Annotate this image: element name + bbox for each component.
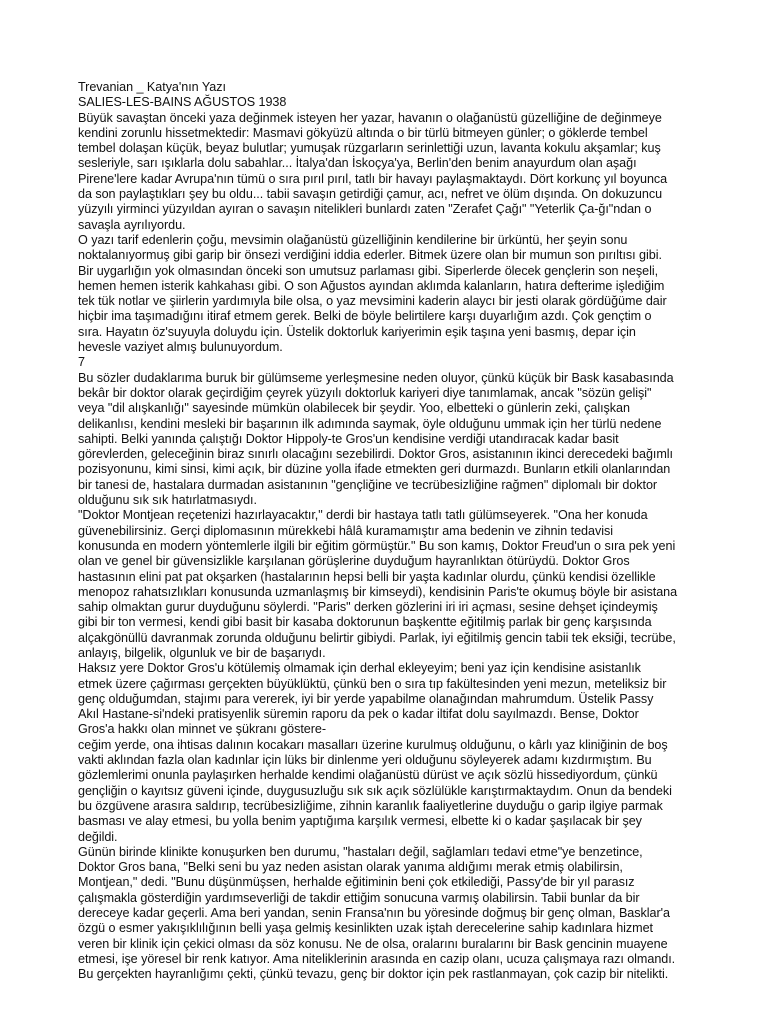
chapter-heading: SALIES-LES-BAINS AĞUSTOS 1938 (78, 95, 287, 110)
text-line: Pirene'lere kadar Avrupa'nın tümü o sıra pırıl pırıl, tatlı bir havayı paylaşmaktaydı. Dört korkunç yıl boyunca (78, 171, 668, 186)
text-line: delikanlısı, kendini mesleki bir başarının ilk adımında saymak, öyle olduğunu ummak için her türlü nedene (78, 416, 662, 431)
text-line: genç olduğumdan, stajımı para vererek, iyi bir yerde yapabilme olanağından mahrumdum. Üstelik Passy (78, 691, 654, 706)
text-line: Bir uygarlığın yok olmasından önceki son umutsuz parlaması gibi. Siperlerde ölecek gençlerin son neşeli, (78, 263, 659, 278)
text-line: özgü o esmer yakışıklılığının belli yaşa gelmiş kesinlikten uzak iştah derecelerine sahip kadınlara hizmet (78, 921, 653, 936)
text-line: O yazı tarif edenlerin çoğu, mevsimin olağanüstü güzelliğinin kendilerine bir ürküntü, her şeyin sonu (78, 232, 628, 247)
text-line: sesleriyle, sarı ışıklarla dolu sabahlar... İtalya'dan İskoçya'ya, Berlin'den benim anayurdum olan aşağı (78, 156, 637, 171)
document-title: Trevanian _ Katya'nın Yazı (78, 80, 226, 94)
text-line: Büyük savaştan önceki yaza değinmek isteyen her yazar, havanın o olağanüstü güzelliğine de değinmeye (78, 110, 662, 125)
text-line: etmesi, işe yöresel bir renk katıyor. Ama niteliklerinin arasında en cazip olanı, ucuza çalışmaya razı olmandı. (78, 951, 676, 966)
text-line: güvenebilirsiniz. Gerçi diplomasının mürekkebi hâlâ kuramamıştır ama bedenin ve zihnin tedavisi (78, 523, 613, 538)
text-line: vakti aklından fazla olan kadınlar için lüks bir dinlenme yeri olduğunu söyleyerek adamı kızdırmıştım. Bu (78, 753, 652, 768)
text-line: Bu gerçekten hayranlığımı çekti, çünkü tevazu, genç bir doktor için pek rastlanmayan, çok cazip bir nitelikti. (78, 967, 669, 982)
text-line: etmek üzere çağırması gerçekten büyüklüktü, çünkü ben o sıra tıp fakültesinden yeni mezun, meteliksiz bir (78, 676, 667, 691)
text-line: Gros'a hakkı olan minnet ve şükranı göstere- (78, 722, 327, 737)
text-line: Montjean," dedi. "Bunu düşünmüşsen, herhalde eğitiminin beni çok etkilediği, Passy'de bir yıl parasız (78, 875, 635, 890)
text-line: bir tanesi de, hastalara durmadan asistanının "gençliğine ve tecrübesizliğine rağmen" diplomalı bir doktor (78, 477, 658, 492)
text-line: hevesle vaziyet almış bulunuyordum. (78, 340, 283, 355)
text-line: bu özgüvene arasıra saldırıp, tecrübesizliğime, zihnin karanlık faaliyetlerine duyduğu o garip ilgiye parmak (78, 798, 663, 813)
text-line: gençliğin o kayıtsız güveni içinde, duygusuzluğu sık sık açık sözlülükle karıştırmaktaydım. Onun da bendeki (78, 783, 672, 798)
text-line: değildi. (78, 829, 118, 844)
text-line: görevlerden, geleceğinin biraz sınırlı olacağını sezebilirdi. Doktor Gros, asistanının ikinci derecedeki bağımlı (78, 447, 674, 462)
text-line: alçakgönüllü davranmak zorunda olduğunu belirtir gibiydi. Parlak, iyi eğitilmiş gencin tabii tek eksiği, tecrübe, (78, 630, 676, 645)
text-line: sahipti. Belki yanında çalıştığı Doktor Hippoly-te Gros'un kendisine verdiği utandıracak kadar basit (78, 431, 619, 446)
text-line: ceğim yerde, ona ihtisas dalının kocakarı masalları üzerine kurulmuş olduğunu, o kârlı yaz kliniğinin de boş (78, 737, 668, 752)
text-line: hiçbir ima taşımadığını itiraf etmem gerek. Belki de böyle belirtilere karşı duyarlığım azdı. Çok gençtim o (78, 309, 652, 324)
text-line: 7 (78, 355, 85, 370)
text-line: da son paylaştıkları şey bu oldu... tabii savaşın getirdiği çamur, acı, nefret ve ölüm dışında. On dokuzuncu (78, 187, 663, 202)
text-line: Doktor Gros bana, "Belki seni bu yaz neden asistan olarak yanıma aldığımı merak etmiş olabilirsin, (78, 860, 623, 875)
text-line: olduğunu sık sık hatırlatmasıydı. (78, 493, 257, 508)
text-line: yüzyılı yirminci yüzyıldan ayıran o savaşın nitelikleri bunlardı zaten "Zerafet Çağı" "Yeterlik Ça-ğı"ndan o (78, 202, 652, 217)
text-line: çalışmakla gösterdiğin yardımseverliği de takdir ettiğim sonucuna varmış olabilirsin. Tabii bunlar da bir (78, 890, 640, 905)
text-line: menopoz rahatsızlıkları konusunda uzmanlaşmış bir kimseydi), kendisinin Paris'te okumuş böyle bir asistana (78, 584, 678, 599)
text-line: anlayış, bilgelik, olgunluk ve bir de başarıydı. (78, 645, 326, 660)
text-line: hastasının elini pat pat okşarken (hastalarının hepsi belli bir yaşta kadınlar olurdu, çünkü kendisi özellikle (78, 569, 656, 584)
text-line: veya "dil alışkanlığı" sayesinde mümkün olabilecek bir şeydir. Yoo, elbetteki o günlerin zeki, çalışkan (78, 401, 630, 416)
text-line: veren bir klinik için çekici olması da söz konusu. Ne de olsa, oralarını buralarını bir Bask gencinin muayene (78, 936, 668, 951)
text-line: "Doktor Montjean reçetenizi hazırlayacaktır," derdi bir hastaya tatlı tatlı gülümseyerek. "Ona her konuda (78, 508, 648, 523)
text-line: kendini zorunlu hissetmektedir: Masmavi gökyüzü altında o bir türlü bitmeyen günler; o göklerde tembel (78, 125, 648, 140)
text-line: Bu sözler dudaklarıma buruk bir gülümseme yerleşmesine neden oluyor, çünkü küçük bir Bask kasabasında (78, 370, 674, 385)
text-line: gözlemlerimi onunla paylaşırken herhalde kendimi olağanüstü dürüst ve açık sözlü hissediyordum, çünkü (78, 768, 658, 783)
text-line: tembel dolaşan küçük, beyaz bulutlar; yumuşak rüzgarların serinlettiği uzun, lavanta kokulu akşamlar; kuş (78, 141, 661, 156)
text-line: sıra. Hayatın öz'suyuyla doluydu için. Üstelik doktorluk kariyerimin eşik taşına yeni basmış, depar için (78, 324, 636, 339)
text-line: pozisyonunu, kimi sinsi, kimi açık, bir düzine yolla ifade etmekten geri durmazdı. Bunların etkili olanlarından (78, 462, 671, 477)
text-line: dereceye kadar geçerli. Ama beri yandan, senin Fransa'nın bu yöresinde doğmuş bir genç olman, Basklar'a (78, 906, 670, 921)
text-line: olan ve genel bir güvensizlikle karşılanan görüşlerine duyduğum hayranlıktan ötürüydü. Doktor Gros (78, 554, 630, 569)
document-body (78, 80, 768, 983)
text-line: gibi bir ton vermesi, kendi gibi basit bir kasaba doktorunun başkentte eğitilmiş parlak bir genç karşısında (78, 615, 652, 630)
text-line: bekâr bir doktor olarak geçirdiğim çeyrek yüzyılı doktorluk kariyeri diye tanımlamak, ancak "sözün gelişi" (78, 385, 652, 400)
text-line: hemen hemen isterik kahkahası gibi. O son Ağustos ayından aklımda kalanların, hatıra defterime işlediğim (78, 278, 665, 293)
text-line: basması ve alay etmesi, bu yolla benim yaptığıma karşılık vermesi, elbette ki o kadar şaşılacak bir şey (78, 814, 642, 829)
text-line: sahip olmaktan gurur duyduğunu söylerdi. "Paris" derken gözlerini iri iri açması, sesine dehşet içindeymiş (78, 600, 658, 615)
text-line: noktalanıyormuş gibi garip bir önsezi verdiğini iddia ederler. Bitmek üzere olan bir mumun son pırıltısı gibi. (78, 248, 662, 263)
text-line: Günün birinde klinikte konuşurken ben durumu, "hastaları değil, sağlamları tedavi etme"ye benzetince, (78, 844, 643, 859)
text-line: savaşla ayrılıyordu. (78, 217, 186, 232)
text-line: Haksız yere Doktor Gros'u kötülemiş olmamak için derhal ekleyeyim; beni yaz için kendisine asistanlık (78, 661, 641, 676)
text-line: tek tük notlar ve şiirlerin yardımıyla bile olsa, o yaz mevsimini kaderin alaycı bir jesti olarak gördüğüme dair (78, 294, 667, 309)
text-line: konusunda en modern yöntemlerle ilgili bir eğitim görmüştür." Bu son kamış, Doktor Freud'un o sıra pek yeni (78, 538, 676, 553)
text-line: Akıl Hastane-si'ndeki pratisyenlik süremin raporu da pek o kadar iltifat dolu sayılmazdı. Bense, Doktor (78, 707, 639, 722)
